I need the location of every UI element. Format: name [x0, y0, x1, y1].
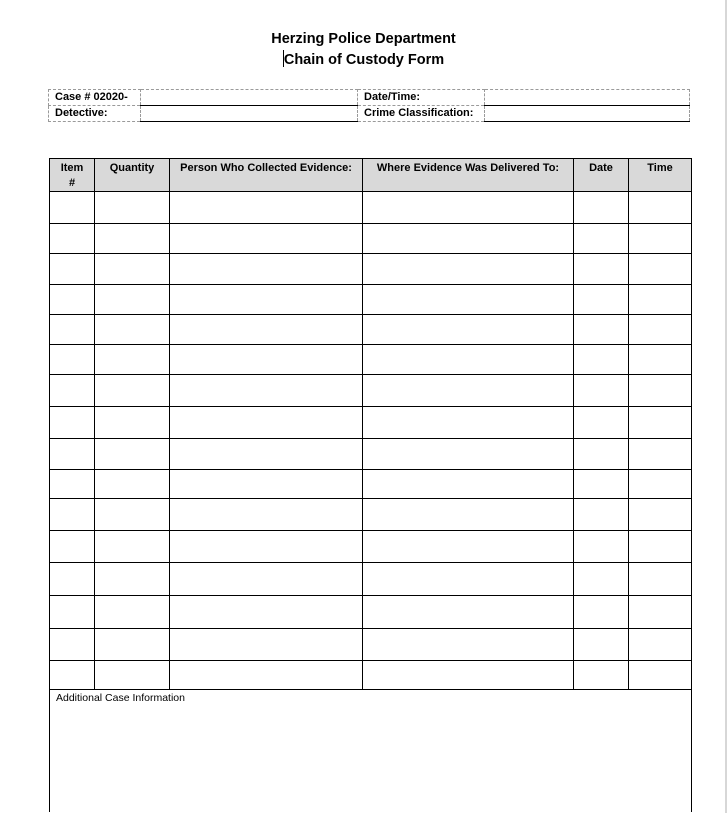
- cell-quantity[interactable]: [95, 531, 170, 563]
- cell-quantity[interactable]: [95, 563, 170, 596]
- form-title[interactable]: Chain of Custody Form: [283, 52, 445, 68]
- cell-time[interactable]: [629, 629, 692, 661]
- cell-delivered-to[interactable]: [363, 596, 574, 629]
- table-row: [50, 224, 692, 254]
- table-row: [50, 192, 692, 224]
- cell-quantity[interactable]: [95, 285, 170, 315]
- cell-item[interactable]: [50, 531, 95, 563]
- cell-collected-by[interactable]: [170, 407, 363, 439]
- column-header-date: Date: [574, 159, 629, 192]
- cell-collected-by[interactable]: [170, 375, 363, 407]
- cell-collected-by[interactable]: [170, 285, 363, 315]
- cell-delivered-to[interactable]: [363, 470, 574, 499]
- form-title-block: [0, 29, 727, 71]
- cell-quantity[interactable]: [95, 596, 170, 629]
- table-row: [50, 375, 692, 407]
- cell-item[interactable]: [50, 563, 95, 596]
- custody-header-row: [50, 159, 692, 192]
- additional-info-label: Additional Case Information: [56, 692, 185, 704]
- case-number-field[interactable]: [141, 90, 358, 106]
- cell-date[interactable]: [574, 629, 629, 661]
- cell-item[interactable]: [50, 629, 95, 661]
- detective-info-row: [49, 106, 690, 122]
- cell-delivered-to[interactable]: [363, 439, 574, 470]
- case-number-label: Case # 02020-: [49, 90, 141, 106]
- cell-collected-by[interactable]: [170, 596, 363, 629]
- table-row: [50, 531, 692, 563]
- cell-date[interactable]: [574, 407, 629, 439]
- cell-date[interactable]: [574, 470, 629, 499]
- cell-time[interactable]: [629, 192, 692, 224]
- crime-classification-field[interactable]: [485, 106, 690, 122]
- column-header-collected-by: Person Who Collected Evidence:: [170, 159, 363, 192]
- cell-delivered-to[interactable]: [363, 629, 574, 661]
- table-row: [50, 596, 692, 629]
- table-row: [50, 315, 692, 345]
- cell-time[interactable]: [629, 531, 692, 563]
- table-row: [50, 499, 692, 531]
- cell-date[interactable]: [574, 563, 629, 596]
- cell-quantity[interactable]: [95, 224, 170, 254]
- cell-quantity[interactable]: [95, 375, 170, 407]
- column-header-quantity: Quantity: [95, 159, 170, 192]
- datetime-field[interactable]: [485, 90, 690, 106]
- datetime-label: Date/Time:: [358, 90, 485, 106]
- cell-delivered-to[interactable]: [363, 407, 574, 439]
- cell-time[interactable]: [629, 285, 692, 315]
- cell-item[interactable]: [50, 285, 95, 315]
- cell-time[interactable]: [629, 596, 692, 629]
- cell-quantity[interactable]: [95, 254, 170, 285]
- cell-date[interactable]: [574, 192, 629, 224]
- detective-label: Detective:: [49, 106, 141, 122]
- cell-time[interactable]: [629, 661, 692, 690]
- cell-delivered-to[interactable]: [363, 531, 574, 563]
- cell-date[interactable]: [574, 345, 629, 375]
- cell-collected-by[interactable]: [170, 254, 363, 285]
- cell-date[interactable]: [574, 596, 629, 629]
- cell-collected-by[interactable]: [170, 439, 363, 470]
- cell-quantity[interactable]: [95, 470, 170, 499]
- custody-body: [50, 192, 692, 690]
- cell-date[interactable]: [574, 439, 629, 470]
- cell-date[interactable]: [574, 499, 629, 531]
- cell-date[interactable]: [574, 285, 629, 315]
- cell-item[interactable]: [50, 407, 95, 439]
- cell-item[interactable]: [50, 345, 95, 375]
- cell-collected-by[interactable]: [170, 315, 363, 345]
- table-row: [50, 345, 692, 375]
- table-row: [50, 407, 692, 439]
- cell-item[interactable]: [50, 470, 95, 499]
- crime-classification-label: Crime Classification:: [358, 106, 485, 122]
- cell-item[interactable]: [50, 596, 95, 629]
- cell-quantity[interactable]: [95, 407, 170, 439]
- additional-info-field[interactable]: [50, 690, 692, 813]
- cell-item[interactable]: [50, 315, 95, 345]
- cell-date[interactable]: [574, 315, 629, 345]
- table-row: [50, 629, 692, 661]
- cell-quantity[interactable]: [95, 345, 170, 375]
- cell-collected-by[interactable]: [170, 531, 363, 563]
- cell-time[interactable]: [629, 345, 692, 375]
- case-info-row: [49, 90, 690, 106]
- cell-item[interactable]: [50, 224, 95, 254]
- cell-collected-by[interactable]: [170, 345, 363, 375]
- cell-date[interactable]: [574, 375, 629, 407]
- cell-delivered-to[interactable]: [363, 285, 574, 315]
- cell-collected-by[interactable]: [170, 224, 363, 254]
- cell-time[interactable]: [629, 315, 692, 345]
- cell-delivered-to[interactable]: [363, 375, 574, 407]
- custody-table: [49, 158, 692, 812]
- cell-date[interactable]: [574, 531, 629, 563]
- cell-time[interactable]: [629, 439, 692, 470]
- cell-quantity[interactable]: [95, 629, 170, 661]
- cell-delivered-to[interactable]: [363, 224, 574, 254]
- cell-collected-by[interactable]: [170, 629, 363, 661]
- cell-date[interactable]: [574, 661, 629, 690]
- cell-delivered-to[interactable]: [363, 661, 574, 690]
- cell-time[interactable]: [629, 375, 692, 407]
- cell-time[interactable]: [629, 224, 692, 254]
- form-title-line: [0, 50, 727, 71]
- column-header-delivered-to: Where Evidence Was Delivered To:: [363, 159, 574, 192]
- cell-delivered-to[interactable]: [363, 563, 574, 596]
- department-name: Herzing Police Department: [271, 31, 456, 47]
- cell-collected-by[interactable]: [170, 563, 363, 596]
- cell-collected-by[interactable]: [170, 661, 363, 690]
- cell-delivered-to[interactable]: [363, 192, 574, 224]
- cell-time[interactable]: [629, 407, 692, 439]
- cell-item[interactable]: [50, 192, 95, 224]
- cell-item[interactable]: [50, 254, 95, 285]
- detective-field[interactable]: [141, 106, 358, 122]
- notes-row: [50, 690, 692, 813]
- cell-collected-by[interactable]: [170, 499, 363, 531]
- cell-time[interactable]: [629, 563, 692, 596]
- cell-time[interactable]: [629, 254, 692, 285]
- cell-collected-by[interactable]: [170, 192, 363, 224]
- table-row: [50, 470, 692, 499]
- cell-quantity[interactable]: [95, 499, 170, 531]
- cell-quantity[interactable]: [95, 661, 170, 690]
- case-info-table: [48, 89, 690, 122]
- cell-delivered-to[interactable]: [363, 254, 574, 285]
- cell-item[interactable]: [50, 375, 95, 407]
- column-header-item: Item #: [50, 159, 95, 192]
- cell-quantity[interactable]: [95, 192, 170, 224]
- table-row: [50, 439, 692, 470]
- cell-delivered-to[interactable]: [363, 499, 574, 531]
- table-row: [50, 661, 692, 690]
- cell-item[interactable]: [50, 439, 95, 470]
- table-row: [50, 285, 692, 315]
- cell-item[interactable]: [50, 499, 95, 531]
- cell-delivered-to[interactable]: [363, 345, 574, 375]
- cell-collected-by[interactable]: [170, 470, 363, 499]
- cell-delivered-to[interactable]: [363, 315, 574, 345]
- cell-item[interactable]: [50, 661, 95, 690]
- table-row: [50, 254, 692, 285]
- table-row: [50, 563, 692, 596]
- column-header-time: Time: [629, 159, 692, 192]
- cell-quantity[interactable]: [95, 315, 170, 345]
- cell-time[interactable]: [629, 499, 692, 531]
- cell-time[interactable]: [629, 470, 692, 499]
- cell-quantity[interactable]: [95, 439, 170, 470]
- cell-date[interactable]: [574, 224, 629, 254]
- cell-date[interactable]: [574, 254, 629, 285]
